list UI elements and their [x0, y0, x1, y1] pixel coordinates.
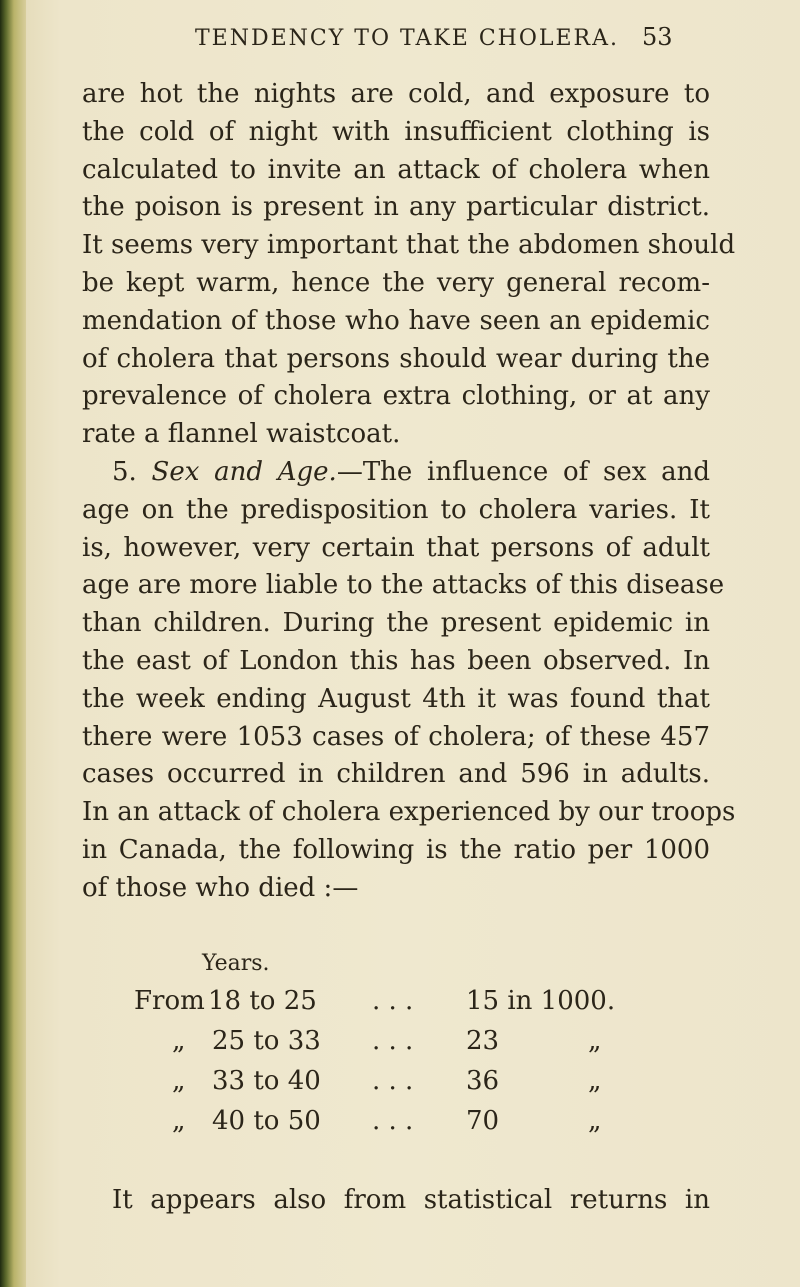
text-line: age on the predisposition to cholera varies. It	[82, 494, 710, 525]
text-line: be kept warm, hence the very general recom-	[82, 267, 710, 298]
leader-dots: . . .	[372, 1026, 414, 1056]
text-line: the poison is present in any particular district.	[82, 192, 710, 223]
death-ratio: 15 in 1000.	[466, 986, 616, 1016]
age-range: 25 to 33	[212, 1026, 321, 1056]
text-line: than children. During the present epidemic in	[82, 608, 710, 639]
text-line: the east of London this has been observed. In	[82, 645, 710, 676]
body-text	[82, 76, 736, 908]
ditto-mark: „	[588, 1026, 602, 1056]
ditto-mark: „	[588, 1066, 602, 1096]
section-title: Sex and Age.	[151, 456, 337, 487]
text-line: In an attack of cholera experienced by our troops	[82, 797, 736, 828]
text-line: there were 1053 cases of cholera; of these 457	[82, 721, 710, 752]
row-prefix: „	[172, 1066, 186, 1096]
running-title: TENDENCY TO TAKE CHOLERA.	[195, 26, 619, 51]
text-line: It seems very important that the abdomen should	[82, 230, 736, 261]
text-line: calculated to invite an attack of cholera when	[82, 154, 710, 185]
death-ratio: 70	[466, 1106, 500, 1136]
age-range: 18 to 25	[208, 986, 317, 1016]
text-line: the cold of night with insufficient clothing is	[82, 116, 710, 147]
leader-dots: . . .	[372, 986, 414, 1016]
section-first-line-text: —The influence of sex and	[336, 456, 710, 487]
text-line: of those who died :—	[82, 872, 359, 903]
table-column-head: Years.	[202, 951, 270, 976]
text-line: rate a flannel waistcoat.	[82, 419, 401, 450]
death-ratio: 23	[466, 1026, 500, 1056]
text-line: are hot the nights are cold, and exposure to	[82, 79, 710, 109]
paragraph-sex-age	[82, 492, 736, 908]
row-prefix: From	[134, 986, 205, 1016]
ditto-mark: „	[588, 1106, 602, 1136]
paragraph-clothing	[82, 76, 736, 454]
text-line: the week ending August 4th it was found that	[82, 683, 710, 714]
death-ratio: 36	[466, 1066, 500, 1096]
page-number: 53	[642, 23, 673, 51]
leader-dots: . . .	[372, 1106, 414, 1136]
text-line: prevalence of cholera extra clothing, or at any	[82, 381, 710, 412]
row-prefix: „	[172, 1026, 186, 1056]
age-range: 40 to 50	[212, 1106, 321, 1136]
final-line: It appears also from statistical returns in	[112, 1185, 710, 1215]
page-binding-edge	[0, 0, 26, 1287]
text-line: in Canada, the following is the ratio per 1000	[82, 834, 710, 865]
text-line: of cholera that persons should wear during the	[82, 343, 710, 374]
text-line: age are more liable to the attacks of this disease	[82, 570, 725, 601]
row-prefix: „	[172, 1106, 186, 1136]
text-line: is, however, very certain that persons of adult	[82, 532, 710, 563]
text-line: mendation of those who have seen an epidemic	[82, 305, 710, 336]
text-line: cases occurred in children and 596 in adults.	[82, 759, 710, 790]
age-range: 33 to 40	[212, 1066, 321, 1096]
section-number: 5.	[112, 456, 137, 487]
leader-dots: . . .	[372, 1066, 414, 1096]
section-heading-line	[82, 454, 710, 492]
